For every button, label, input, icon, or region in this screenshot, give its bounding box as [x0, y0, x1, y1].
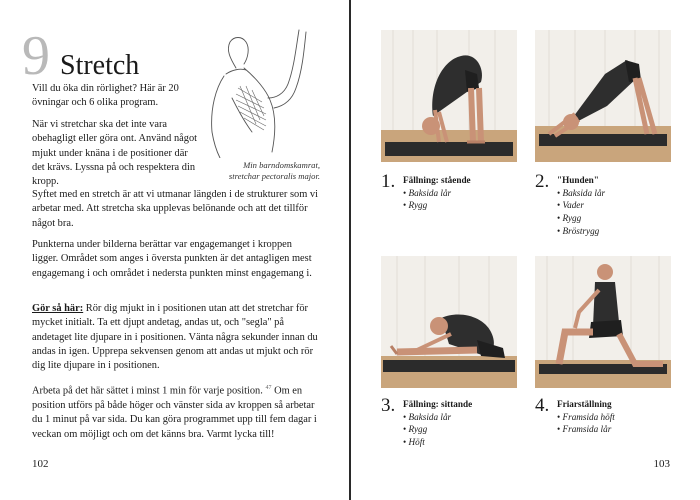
- exercise-title: Fällning: sittande: [403, 399, 473, 409]
- stretch-sketch-illustration: [196, 28, 314, 158]
- paragraph-purpose: Syftet med en stretch är att vi utmanar längden i de strukturer som vi arbetar med. Att stretcha ska upplevas belönande och att det tillför något bra.: [32, 189, 318, 229]
- photo-downward-dog: [535, 30, 671, 162]
- paragraph-points: Punkterna under bilderna berättar var engagemanget i kroppen ligger. Området som anges i översta punkten är det antagligen mest engagemang i och området i nedersta punkten minst engagemang i.: [32, 239, 312, 279]
- chapter-heading: [22, 25, 140, 87]
- engagement-point: • Baksida lår: [403, 411, 472, 424]
- caption-line: stretchar pectoralis major.: [228, 170, 320, 181]
- exercise-number: 1.: [381, 171, 396, 192]
- engagement-point: • Bröstrygg: [557, 225, 605, 238]
- engagement-point: • Baksida lår: [557, 187, 605, 200]
- chapter-title: Stretch: [60, 50, 140, 81]
- engagement-point: • Vader: [557, 199, 605, 212]
- exercise-number: 3.: [381, 395, 396, 416]
- engagement-list: [403, 187, 471, 212]
- exercise-item: [535, 172, 605, 237]
- page-number-left: 102: [32, 458, 49, 470]
- engagement-point: • Rygg: [403, 423, 472, 436]
- caption-line: Min barndomskamrat,: [243, 160, 320, 170]
- exercise-item: [381, 396, 472, 449]
- engagement-list: [557, 411, 615, 436]
- paragraph-duration: Arbeta på det här sättet i minst 1 min för varje position. $^{47}$ Om en position utförs på både höger och vänster sida av kroppen så arbetar du 1 minut på var sida. Du kan göra programmet upp till fem dagar i veckan om möjligt och om det känns bra. Varmt lycka till!: [32, 385, 317, 440]
- illustration-caption: [200, 160, 320, 181]
- exercise-item: [535, 396, 615, 436]
- paragraph-instructions: Gör så här: Rör dig mjukt in i positionen utan att det stretchar för mycket initialt. Ta ett djupt andetag, andas ut, och "segla" på andetaget lite djupare in i positionen. Vänta några sekunder innan du andas in igen. Upprepa sekvensen genom att andas ut mjukt och rör dig lite djupare in i positionen.: [32, 303, 318, 372]
- engagement-point: • Rygg: [403, 199, 471, 212]
- chapter-number: 9: [22, 25, 50, 87]
- engagement-point: • Framsida höft: [557, 411, 615, 424]
- instructions-label: Gör så här:: [32, 303, 84, 314]
- exercise-title: "Hunden": [557, 175, 599, 185]
- engagement-point: • Rygg: [557, 212, 605, 225]
- exercise-title: Friarställning: [557, 399, 612, 409]
- page-number-right: 103: [653, 458, 670, 470]
- engagement-point: • Framsida lår: [557, 423, 615, 436]
- engagement-list: [403, 411, 472, 449]
- footnote-ref: 47: [265, 385, 272, 391]
- paragraph-comfort: När vi stretchar ska det inte vara obehagligt eller göra ont. Använd något mjukt under knäna i de positioner där det krävs. Lyssna på och respektera din kropp.: [32, 119, 198, 188]
- photo-seated-forward-fold: [381, 256, 517, 388]
- intro-paragraph: Vill du öka din rörlighet? Här är 20 övningar och 6 olika program.: [32, 83, 179, 109]
- right-page: [351, 0, 700, 500]
- engagement-list: [557, 187, 605, 238]
- left-page: [0, 0, 349, 500]
- exercise-number: 4.: [535, 395, 550, 416]
- exercise-item: [381, 172, 471, 212]
- engagement-point: • Baksida lår: [403, 187, 471, 200]
- exercise-title: Fällning: stående: [403, 175, 471, 185]
- exercise-number: 2.: [535, 171, 550, 192]
- engagement-point: • Höft: [403, 436, 472, 449]
- photo-lunge: [535, 256, 671, 388]
- photo-standing-forward-fold: [381, 30, 517, 162]
